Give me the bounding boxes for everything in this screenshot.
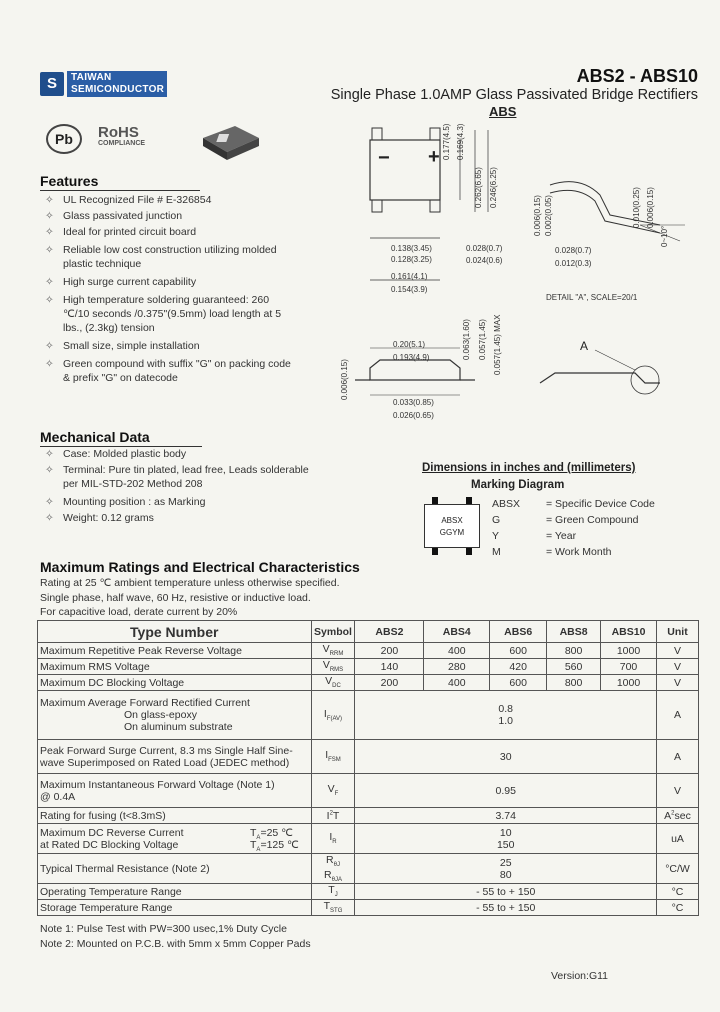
param-symbol: $I_{F(AV)}$ <box>311 691 355 740</box>
cell-value: 1000 <box>601 675 657 691</box>
marking-legend <box>492 496 655 560</box>
dim-label: 0.193(4.9) <box>393 353 430 362</box>
header-part: ABS2 <box>355 621 424 643</box>
marking-heading: Marking Diagram <box>471 479 565 491</box>
header-part: ABS10 <box>601 621 657 643</box>
pb-free-badge: Pb <box>46 124 82 154</box>
dim-label: 0.262(6.65) <box>474 167 483 208</box>
cell-value: 3.74 <box>355 808 657 824</box>
dim-label: 0.128(3.25) <box>391 255 432 264</box>
logo-line-1: TAIWAN <box>71 72 112 83</box>
dim-label: 0.246(6.25) <box>489 167 498 208</box>
logo-line-2: SEMICONDUCTOR <box>71 84 165 95</box>
param-name: Storage Temperature Range <box>38 900 312 916</box>
table-row <box>38 808 699 824</box>
param-name: Operating Temperature Range <box>38 884 312 900</box>
param-symbol: $V_F$ <box>311 774 355 808</box>
cell-unit: °C/W <box>656 854 698 884</box>
cell-unit: V <box>656 774 698 808</box>
dim-label: 0.169(4.3) <box>456 123 465 160</box>
dim-label: 0~10° <box>660 225 669 247</box>
cell-value: 10 150 <box>355 824 657 854</box>
param-symbol: $V_{RMS}$ <box>311 659 355 675</box>
cell-value: 800 <box>547 675 601 691</box>
header-part: ABS4 <box>424 621 490 643</box>
rohs-badge: RoHS <box>98 124 139 141</box>
chip-pin <box>432 548 438 555</box>
cell-value: 200 <box>355 643 424 659</box>
dim-label: 0.006(0.15) <box>646 187 655 228</box>
note-line: Note 2: Mounted on P.C.B. with 5mm x 5mm Copper Pads <box>40 937 311 950</box>
chip-pin <box>466 497 472 504</box>
param-name: Maximum Repetitive Peak Reverse Voltage <box>38 643 312 659</box>
list-item: ✧ Small size, simple installation <box>45 340 200 352</box>
table-row <box>38 643 699 659</box>
param-name: Rating for fusing (t<8.3mS) <box>38 808 312 824</box>
param-symbol: $T_J$ <box>311 884 355 900</box>
header-unit: Unit <box>656 621 698 643</box>
param-name: Maximum Average Forward Rectified Current On glass-epoxy On aluminum substrate <box>38 691 312 740</box>
ratings-line: Rating at 25 ℃ ambient temperature unless otherwise specified. <box>40 577 340 589</box>
rohs-compliance-label: COMPLIANCE <box>98 140 146 147</box>
dim-label: 0.026(0.65) <box>393 411 434 420</box>
cell-unit: $A^2\sec$ <box>656 808 698 824</box>
param-symbol: $I^2T$ <box>311 808 355 824</box>
param-name: Peak Forward Surge Current, 8.3 ms Single Half Sine- wave Superimposed on Rated Load (JEDEC method) <box>38 740 312 774</box>
param-symbol: $T_{STG}$ <box>311 900 355 916</box>
version-label: Version:G11 <box>551 970 609 982</box>
cell-value: 600 <box>490 675 547 691</box>
cell-unit: V <box>656 659 698 675</box>
cell-value: 700 <box>601 659 657 675</box>
dim-label: 0.057(1.45) MAX <box>493 314 502 375</box>
list-item: ✧ High surge current capability <box>45 276 197 288</box>
dim-label: 0.012(0.3) <box>555 259 592 268</box>
param-name: Maximum DC Reverse Current $T_A=25$ ℃ at Rated DC Blocking Voltage $T_A=125$ ℃ <box>38 824 312 854</box>
dim-label: 0.033(0.85) <box>393 398 434 407</box>
ratings-conditions <box>40 576 340 620</box>
list-item: ✧ High temperature soldering guaranteed: 260 ℃/10 seconds /0.375"(9.5mm) load length at 5 lbs., (2.3kg) tension <box>45 294 282 334</box>
legend-row: ABSX = Specific Device Code <box>492 498 655 510</box>
company-logo-text <box>67 71 167 97</box>
cell-value: 400 <box>424 643 490 659</box>
cell-value: 800 <box>547 643 601 659</box>
header-part: ABS6 <box>490 621 547 643</box>
dim-label: 0.063(1.60) <box>462 319 471 360</box>
cell-value: 30 <box>355 740 657 774</box>
param-symbol: $I_{FSM}$ <box>311 740 355 774</box>
list-item: ✧ Mounting position : as Marking <box>45 496 206 508</box>
dim-label: 0.138(3.45) <box>391 244 432 253</box>
dimensions-caption: Dimensions in inches and (millimeters) <box>422 462 636 474</box>
header-type: Type Number <box>38 621 312 643</box>
list-item: ✧ Terminal: Pure tin plated, lead free, Leads solderable per MIL-STD-202 Method 208 <box>45 464 309 490</box>
list-item: ✧ Glass passivated junction <box>45 210 183 222</box>
list-item: ✧ Ideal for printed circuit board <box>45 226 197 238</box>
ratings-line: For capacitive load, derate current by 20% <box>40 606 238 618</box>
param-symbol: $V_{DC}$ <box>311 675 355 691</box>
cell-value: 420 <box>490 659 547 675</box>
dim-label: 0.057(1.45) <box>478 319 487 360</box>
legend-row: G = Green Compound <box>492 514 639 526</box>
cell-value: 560 <box>547 659 601 675</box>
cell-value: 140 <box>355 659 424 675</box>
dim-label: 0.002(0.05) <box>544 195 553 236</box>
cell-value: - 55 to + 150 <box>355 900 657 916</box>
table-row <box>38 675 699 691</box>
cell-unit: V <box>656 675 698 691</box>
chip-pin <box>432 497 438 504</box>
cell-value: 1000 <box>601 643 657 659</box>
features-heading: Features <box>40 173 200 191</box>
chip-line-2: GGYM <box>439 528 465 537</box>
page-subtitle: Single Phase 1.0AMP Glass Passivated Bridge Rectifiers <box>330 87 698 103</box>
dim-label: 0.028(0.7) <box>466 244 503 253</box>
cell-value: 0.8 1.0 <box>355 691 657 740</box>
cell-value: 400 <box>424 675 490 691</box>
polarity-plus: + <box>428 146 440 168</box>
ratings-line: Single phase, half wave, 60 Hz, resistive or inductive load. <box>40 591 311 604</box>
header-part: ABS8 <box>547 621 601 643</box>
table-row <box>38 774 699 808</box>
dim-label: 0.028(0.7) <box>555 246 592 255</box>
cell-value: 280 <box>424 659 490 675</box>
package-label: ABS <box>489 104 517 119</box>
cell-unit: A <box>656 691 698 740</box>
notes <box>40 922 311 951</box>
param-name: Maximum DC Blocking Voltage <box>38 675 312 691</box>
ratings-heading: Maximum Ratings and Electrical Characteristics <box>40 559 360 575</box>
param-name: Typical Thermal Resistance (Note 2) <box>38 854 312 884</box>
marking-chip <box>424 504 480 548</box>
features-list <box>45 193 293 387</box>
detail-marker: A <box>580 339 589 353</box>
dim-label: 0.024(0.6) <box>466 256 503 265</box>
param-name: Maximum RMS Voltage <box>38 659 312 675</box>
side-view-drawing <box>345 340 515 420</box>
mechanical-list <box>45 447 313 527</box>
ratings-table <box>37 620 699 916</box>
table-row <box>38 884 699 900</box>
table-row <box>38 824 699 854</box>
table-row <box>38 900 699 916</box>
cell-value: 25 80 <box>355 854 657 884</box>
list-item: ✧ UL Recognized File # E-326854 <box>45 194 212 206</box>
detail-caption: DETAIL "A", SCALE=20/1 <box>546 293 638 302</box>
dim-label: 0.006(0.15) <box>340 359 349 400</box>
list-item: ✧ Weight: 0.12 grams <box>45 512 154 524</box>
note-line: Note 1: Pulse Test with PW=300 usec,1% Duty Cycle <box>40 923 287 935</box>
cell-value: 200 <box>355 675 424 691</box>
table-row <box>38 740 699 774</box>
company-logo-icon: S <box>40 72 64 96</box>
param-name: Maximum Instantaneous Forward Voltage (Note 1) @ 0.4A <box>38 774 312 808</box>
header-symbol: Symbol <box>311 621 355 643</box>
cell-unit: °C <box>656 900 698 916</box>
dim-label: 0.010(0.25) <box>632 187 641 228</box>
chip-line-1: ABSX <box>441 516 463 525</box>
side-view-detail-drawing <box>520 345 680 405</box>
cell-value: 600 <box>490 643 547 659</box>
dim-label: 0.20(5.1) <box>393 340 426 349</box>
dim-label: 0.154(3.9) <box>391 285 428 294</box>
param-symbol: $I_R$ <box>311 824 355 854</box>
cell-value: 0.95 <box>355 774 657 808</box>
polarity-minus: − <box>378 147 390 169</box>
cell-unit: uA <box>656 824 698 854</box>
cell-value: - 55 to + 150 <box>355 884 657 900</box>
table-row <box>38 854 699 884</box>
table-row <box>38 691 699 740</box>
dim-label: 0.177(4.5) <box>442 123 451 160</box>
param-symbol: $R_{\theta J}$ $R_{\theta JA}$ <box>311 854 355 884</box>
cell-unit: V <box>656 643 698 659</box>
package-photo-icon <box>195 118 265 168</box>
legend-row: M = Work Month <box>492 546 612 558</box>
mechanical-heading: Mechanical Data <box>40 429 202 447</box>
cell-unit: A <box>656 740 698 774</box>
chip-pin <box>466 548 472 555</box>
param-symbol: $V_{RRM}$ <box>311 643 355 659</box>
table-row <box>38 659 699 675</box>
list-item: ✧ Reliable low cost construction utilizing molded plastic technique <box>45 244 277 270</box>
page-title: ABS2 - ABS10 <box>576 66 698 86</box>
list-item: ✧ Green compound with suffix "G" on packing code & prefix "G" on datecode <box>45 358 291 384</box>
cell-unit: °C <box>656 884 698 900</box>
table-header-row <box>38 621 699 643</box>
list-item: ✧ Case: Molded plastic body <box>45 448 187 460</box>
legend-row: Y = Year <box>492 530 577 542</box>
dim-label: 0.006(0.15) <box>533 195 542 236</box>
dim-label: 0.161(4.1) <box>391 272 428 281</box>
